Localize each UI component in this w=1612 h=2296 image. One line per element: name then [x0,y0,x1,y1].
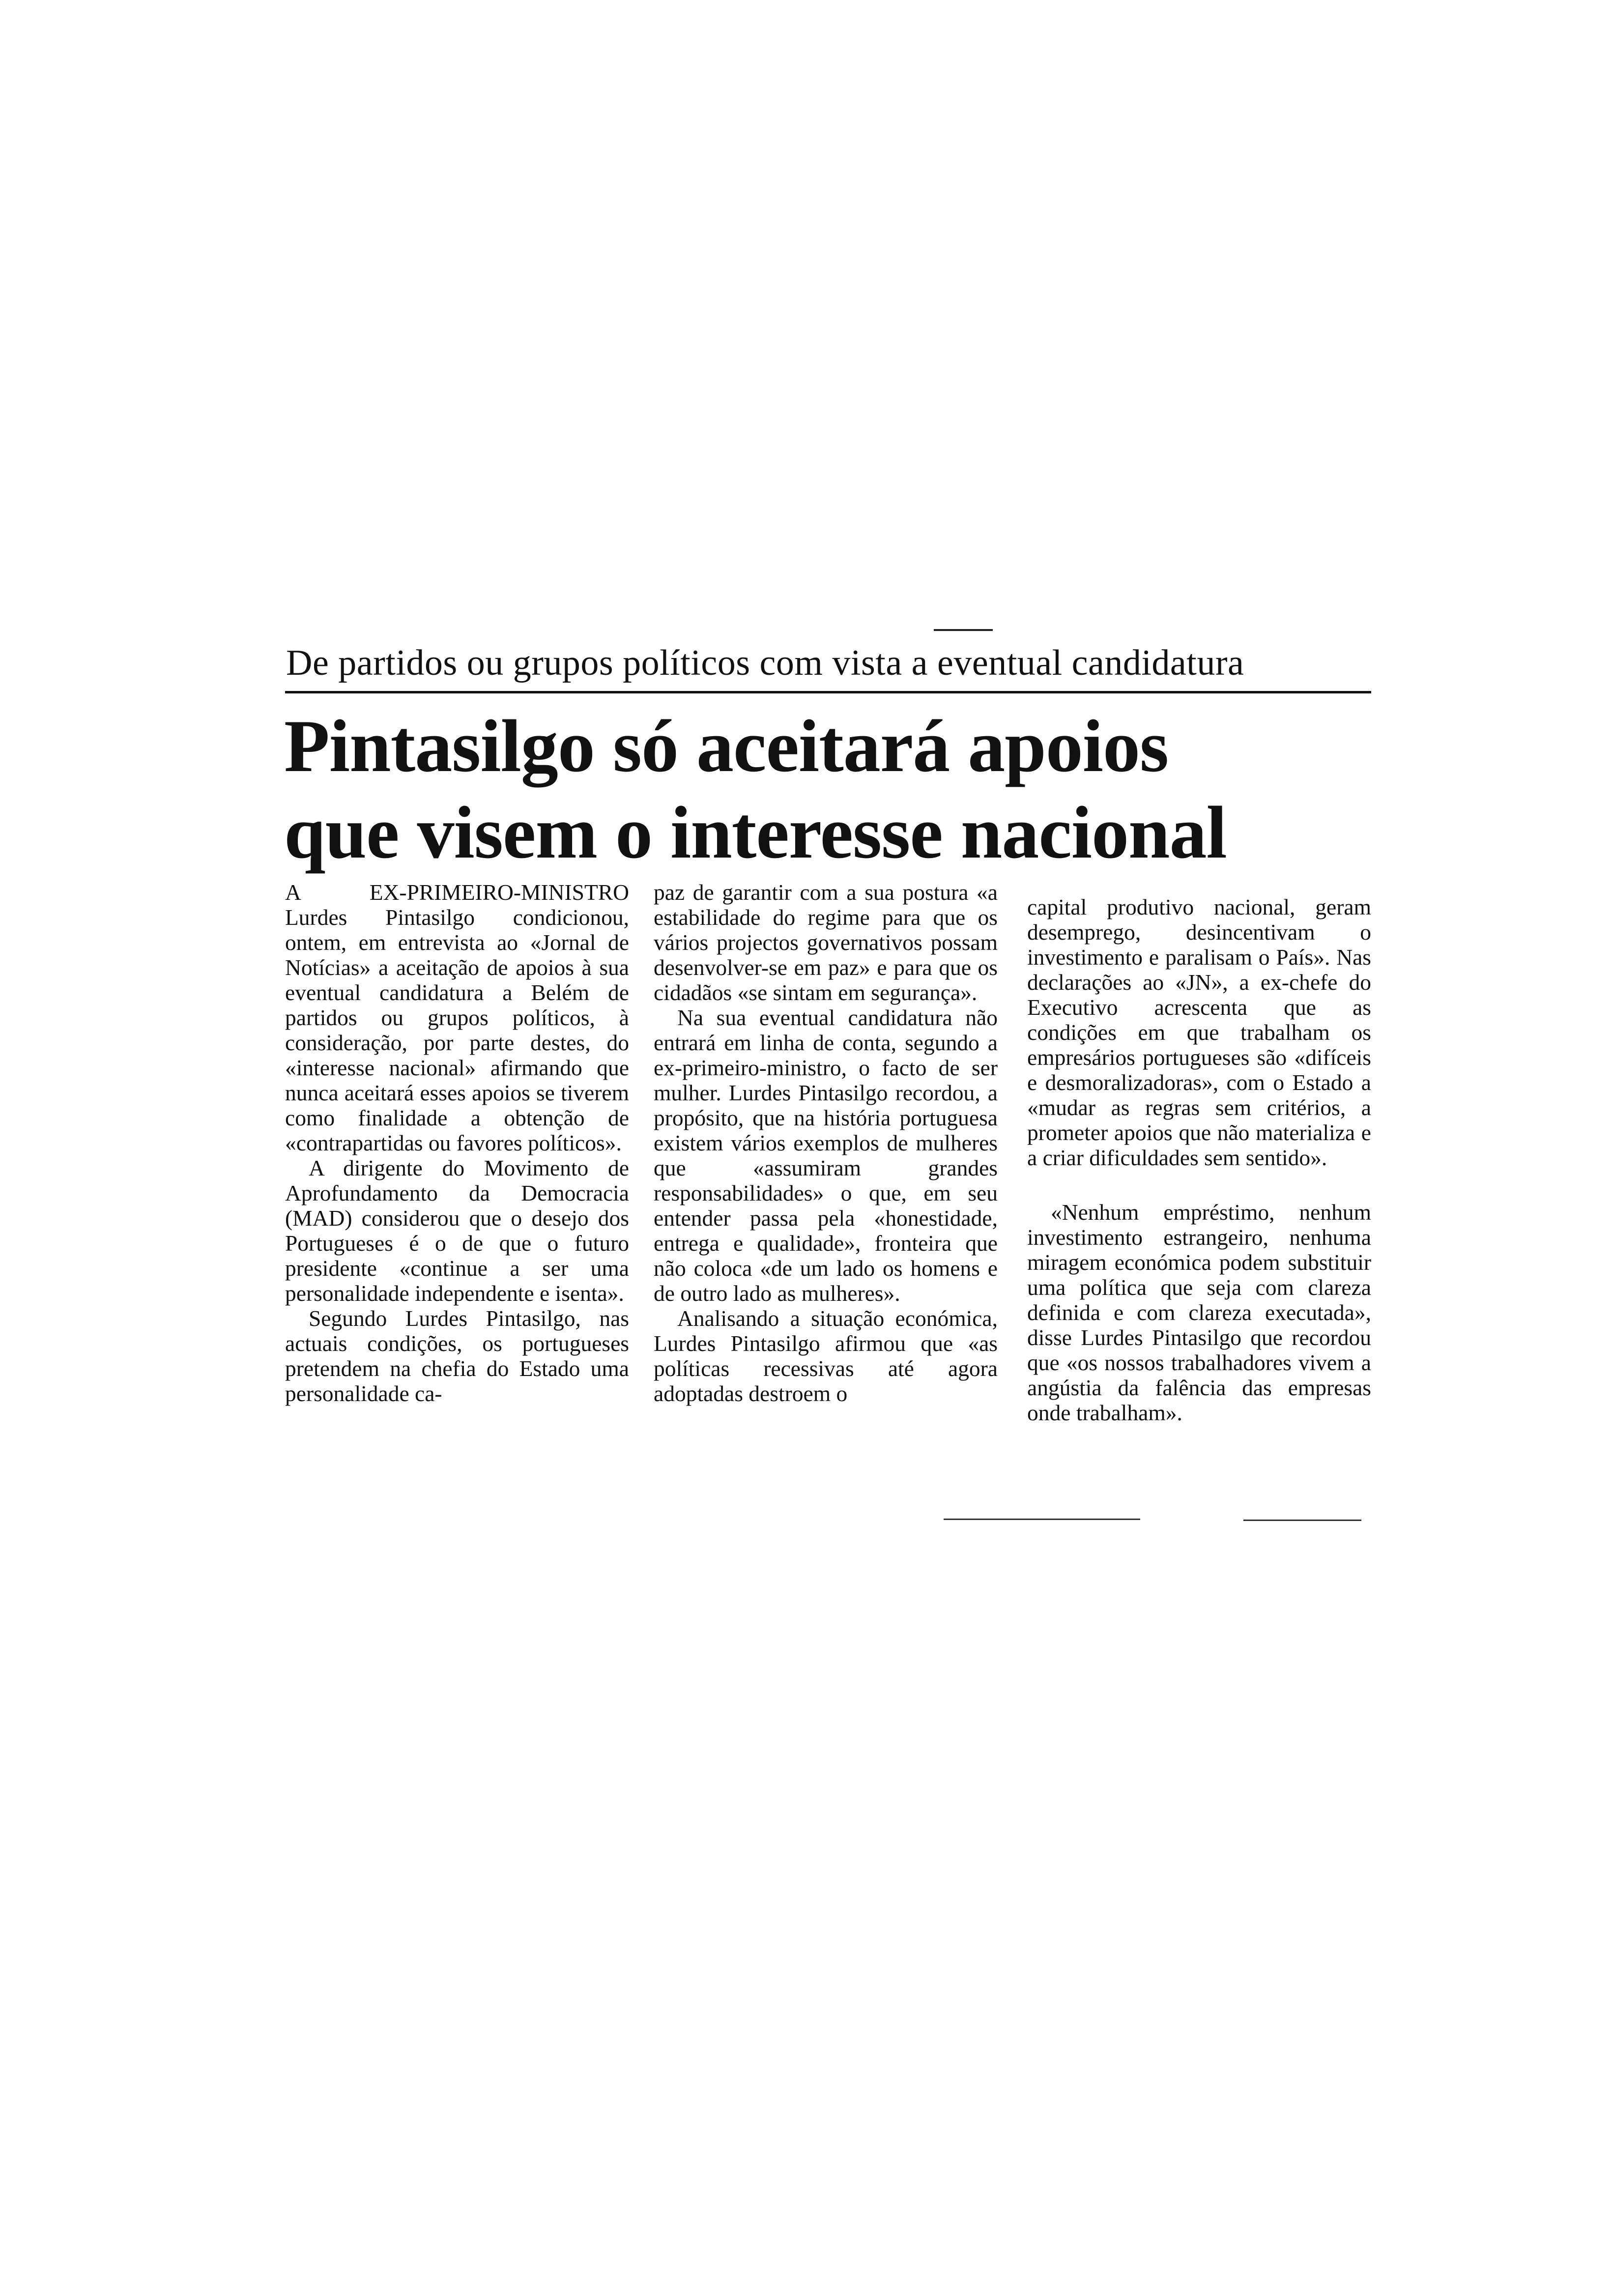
end-rule [1243,1520,1361,1521]
paragraph: paz de garantir com a sua postura «a estabilidade do regime para que os vários projectos governativos possam desenvolver-se em paz» e para que os cidadãos «se sintam em segurança». [654,880,998,1005]
headline-line-2: que visem o interesse nacional [284,791,1227,874]
kicker: De partidos ou grupos políticos com vista a eventual candidatura [286,643,1244,683]
paragraph: A EX-PRIMEIRO-MINISTRO Lurdes Pintasilgo condicionou, ontem, em entrevista ao «Jornal de Notícias» a aceitação de apoios à sua eventual candidatura a Belém de partidos ou grupos políticos, à consideração, por parte destes, do «interesse nacional» afirmando que nunca aceitará esses apoios se tiverem como finalidade a obtenção de «contrapartidas ou favores políticos». [285,880,629,1155]
column-3 [1027,894,1371,1425]
end-rule [944,1519,1140,1520]
newspaper-clipping [275,629,1376,1543]
column-2 [654,880,998,1406]
paragraph: Na sua eventual candidatura não entrará em linha de conta, segundo a ex-primeiro-ministro, o facto de ser mulher. Lurdes Pintasilgo recordou, a propósito, que na história portuguesa existem vários exemplos de mulheres que «assumiram grandes responsabilidades» o que, em seu entender passa pela «honestidade, entrega e qualidade», fronteira que não coloca «de um lado os homens e de outro lado as mulheres». [654,1005,998,1306]
paragraph: capital produtivo nacional, geram desemprego, desincentivam o investimento e paralisam o País». Nas declarações ao «JN», a ex-chefe do Executivo acrescenta que as condições em que trabalham os empresários portugueses são «difíceis e desmoralizadoras», com o Estado a «mudar as regras sem critérios, a prometer apoios que não materializa e a criar dificuldades sem sentido». [1027,894,1371,1170]
paragraph: Analisando a situação económica, Lurdes Pintasilgo afirmou que «as políticas recessivas até agora adoptadas destroem o [654,1306,998,1406]
top-rule [934,629,993,631]
kicker-rule [285,691,1371,693]
paragraph: A dirigente do Movimento de Aprofundamento da Democracia (MAD) considerou que o desejo dos Portugueses é o de que o futuro presidente «continue a ser uma personalidade independente e isenta». [285,1155,629,1306]
column-1 [285,880,629,1406]
headline [284,703,1380,876]
headline-line-1: Pintasilgo só aceitará apoios [284,705,1169,787]
paragraph: Segundo Lurdes Pintasilgo, nas actuais condições, os portugueses pretendem na chefia do Estado uma personalidade ca- [285,1306,629,1406]
paragraph: «Nenhum empréstimo, nenhum investimento estrangeiro, nenhuma miragem económica podem substituir uma política que seja com clareza definida e com clareza executada», disse Lurdes Pintasilgo que recordou que «os nossos trabalhadores vivem a angústia da falência das empresas onde trabalham». [1027,1200,1371,1425]
